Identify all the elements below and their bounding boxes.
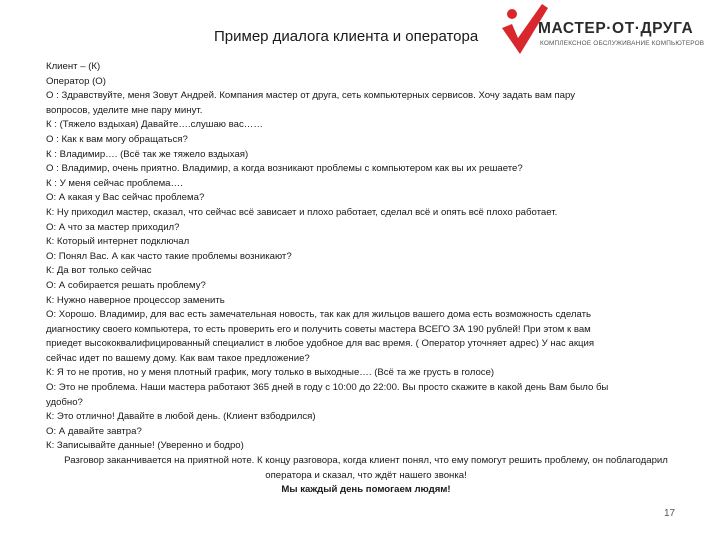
dialog-line: О: А давайте завтра? [46,425,142,437]
dialog-line: Оператор (О) [46,75,106,87]
dialog-line: О: Хорошо. Владимир, для вас есть замечательная новость, так как для жильцов вашего дома есть возможность сделать [46,309,591,321]
dialog-line: К : (Тяжело вздыхая) Давайте….слушаю вас…… [46,119,263,131]
dialog-line: О: Понял Вас. А как часто такие проблемы возникают? [46,250,292,262]
dialog-line: К: Это отлично! Давайте в любой день. (Клиент взбодрился) [46,411,316,423]
dialog-line: О : Как к вам могу обращаться? [46,133,188,145]
dialog-line: О : Здравствуйте, меня Зовут Андрей. Компания мастер от друга, сеть компьютерных сервисов. Хочу задать вам пару [46,90,576,102]
logo-tagline: КОМПЛЕКСНОЕ ОБСЛУЖИВАНИЕ КОМПЬЮТЕРОВ [540,40,705,47]
dialog-line: К: Я то не против, но у меня плотный график, могу только в выходные…. (Всё та же грусть в голосе) [46,367,495,379]
dialog-line: вопросов, уделите мне пару минут. [46,104,203,116]
dialog-line: приедет высококвалифицированный специалист в любое удобное для вас время. ( Оператор уточняет адрес) У нас акция [46,338,595,350]
dialog-line: О: А собирается решать проблему? [46,279,206,291]
closing-paragraph: Разговор заканчивается на приятной ноте. К концу разговора, когда клиент понял, что ему помогут решить проблему, он поблагодарил оператора и сказал, что ждёт нашего звонка! [64,455,668,481]
dialog-line: О : Владимир, очень приятно. Владимир, а когда возникают проблемы с компьютером как вы их решаете? [46,163,523,175]
dialog-line: сейчас идет по вашему дому. Как вам такое предложение? [46,352,310,364]
company-logo [496,2,718,58]
dialog-line: К: Ну приходил мастер, сказал, что сейчас всё зависает и плохо работает, сделал всё и опять всё плохо работает. [46,206,558,218]
dialog-line: Клиент – (К) [46,61,101,72]
dialog-line: К : У меня сейчас проблема…. [46,177,183,189]
dialog-line: К : Владимир…. (Всё так же тяжело вздыхая) [46,148,249,160]
dialog-text [46,60,686,498]
dialog-line: О: Это не проблема. Наши мастера работают 365 дней в году с 10:00 до 22:00. Вы просто скажите в какой день Вам было бы [46,382,609,394]
dialog-line: О: А что за мастер приходил? [46,221,180,233]
page-number: 17 [664,508,676,519]
dialog-line: К: Да вот только сейчас [46,265,152,277]
dialog-line: удобно? [46,396,83,408]
dialog-line: диагностику своего компьютера, то есть проверить его и получить советы мастера ВСЕГО ЗА 190 рублей! При этом к вам [46,323,591,335]
dialog-line: К: Нужно наверное процессор заменить [46,294,225,306]
dialog-line: К: Который интернет подключал [46,236,190,248]
motto: Мы каждый день помогаем людям! [281,484,451,496]
dialog-line: О: А какая у Вас сейчас проблема? [46,192,205,204]
slide-title: Пример диалога клиента и оператора [214,28,479,45]
logo-name: МАСТЕР·ОТ·ДРУГА [538,20,694,37]
dialog-line: К: Записывайте данные! (Уверенно и бодро) [46,440,244,452]
